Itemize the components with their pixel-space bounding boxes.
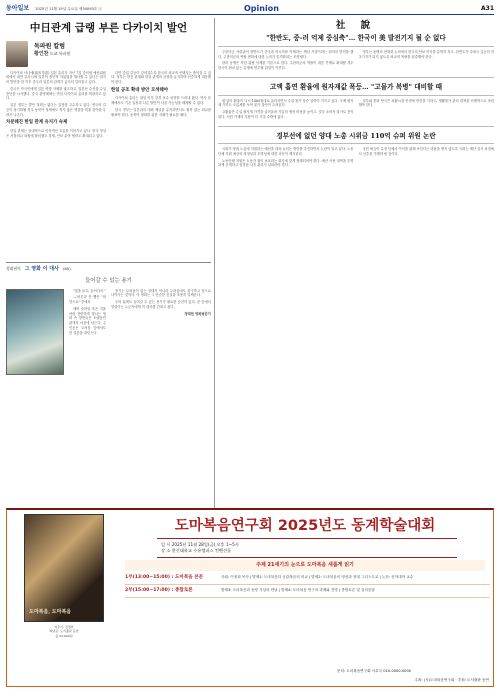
editorial-1	[218, 34, 494, 78]
editorial-paragraph: 정부는 동맹의 현대화 논의에서 한국의 안보 이익을 분명히 하고, 한반도가 강대국 갈등의 전초기지가 되지 않도록 외교적 역량을 집중해야 한다.	[358, 49, 494, 59]
editorial-title: 고액 흡연 환율에 원자재값 폭등… "고물가 복병" 대비할 때	[218, 83, 494, 96]
film-quote-source: —'버튼과 못 뽑은 "희망으로"'중에서	[69, 295, 106, 305]
reporter-photo	[6, 41, 28, 67]
column-paragraph: 한일 관계는 상대적으로 안정적인 흐름을 이어가고 있다. 양국 정상은 셔틀외교 복원에 합의했고 경제, 안보 분야 협력도 확대되고 있다.	[6, 128, 106, 138]
book-info: 지은이: 김정한 펴낸곳: 도서출판 동연 값 22,000원	[49, 625, 79, 638]
column-paragraph: 일본 정부는 발언 철회는 없다는 입장을 고수하고 있다. 양국의 갈등이 장기화될 경우 동북아 정세에도 적지 않은 영향을 미칠 것이란 우려가 나온다.	[6, 103, 106, 117]
column-paragraph: 한국 정부는 일본과의 대화 채널을 유지하면서도 원칙 있는 외교를 펼쳐야 한다. 동북아 평화를 위한 지혜가 필요한 때다.	[111, 107, 211, 117]
book-title: 도마복음, 도마복음	[29, 608, 72, 615]
column-subhead: 한일 공조 확대 방안 모색해야	[111, 87, 169, 93]
masthead	[6, 4, 494, 15]
film-poster-image	[6, 289, 64, 375]
editorial-3	[218, 132, 494, 175]
column-headline: 中日관계 급랭 부른 다카이치 발언	[29, 22, 188, 34]
editorial-paragraph: 국민 세금이 특정 단체의 이익을 위해 쓰인다는 비판을 받지 않도록 국회는 예산 심사 과정에서 신중을 기해야 할 것이다.	[358, 147, 494, 156]
session-time: 2부(15:00~17:00) : 종합토론	[125, 587, 193, 593]
ad-sponsor: 주최: (사)도마복음연구회 · 후원: 도서출판 동연	[414, 678, 489, 683]
session-time: 1부(13:00~15:00) : 도마복음 본문	[125, 575, 204, 580]
column-series: 독파원 칼럼	[34, 42, 66, 50]
film-number: (80)	[62, 266, 71, 271]
session-body: 사회: 이정희 목사 | 발제1: 도마복음과 공관복음의 비교 | 발제2: 도마복음의 영성과 현대 그리스도교 | 논찬: 신학대학 교수	[221, 575, 414, 579]
column-paragraph: 다만 중일 갈등이 깊어질수록 한국의 외교적 선택지는 좁아질 수 있다. 정부는 한중 관계와 한일 관계의 균형을 유지하며 신중하게 대응해야 한다.	[111, 70, 211, 85]
correspondent-column	[6, 18, 211, 140]
film-paragraph: 용기는 두려움이 없는 상태가 아니라 두려움에도 불구하고 앞으로 나아가는 것이다. 이 영화는 그 단순한 진실을 조용히 일깨운다.	[111, 288, 211, 298]
column-paragraph: 다카이치 사나에(高市早苗) 일본 총리가 지난 7일 중의원 예산위원회에서 대만 유사시에 일본이 집단적 자위권을 행사할 수 있다는 취지의 발언을 한 이후 중국과 일본의 관계가 급속히 얼어붙고 있다.	[6, 70, 106, 85]
film-quote: "열을 들고, 들어가서."	[73, 288, 106, 293]
film-byline: 정태현의	[6, 266, 21, 271]
ad-title: 도마복음연구회 2025년도 동계학술대회	[174, 518, 436, 534]
editorial-title: "한반도, 중-러 억제 중심축"… 한국이 美 발전기지 될 순 없다	[218, 34, 494, 47]
conference-advertisement	[6, 508, 494, 687]
editorial-paragraph: 국회가 양대 노총에 지원하는 예산을 대폭 늘리는 방안을 추진하면서 논란이 일고 있다. 노동단체 지원 예산의 적정성과 투명성에 대한 의문이 제기된다.	[218, 147, 354, 156]
film-subtitle: 들어갈 수 있는 용기	[85, 277, 132, 284]
editorial-paragraph: 원·달러 환율이 다시 1460원대로 올라서면서 수입 물가 상승 압력이 커지고 있다. 국제 원자재 가격도 오름세를 보여 물가 불안이 우려된다.	[218, 98, 354, 108]
page-number: A31	[481, 5, 494, 12]
editorial-paragraph: 한미 동맹은 북한 위협 억제를 기본으로 한다. 주한미군의 역할이 대중 견제로 확대될 경우 한국이 원치 않는 분쟁에 연루될 위험이 커진다.	[218, 61, 354, 71]
reporter-title: 도쿄 특파원	[49, 51, 71, 57]
column-paragraph: 중국은 자국민에게 일본 여행 자제를 권고하고, 일본산 수산물 수입 중단을 시사했다. 중국 관영매체는 연일 다카이치 총리를 비판하고 있다.	[6, 86, 106, 101]
editorial-paragraph: 노동단체 지원은 노동자 권익 보호라는 취지에 맞게 집행되어야 한다. 예산 사용 내역을 투명하게 공개하고 엄정한 사후 관리가 뒤따라야 한다.	[218, 158, 354, 168]
ad-theme: 주제 21세기의 눈으로 도마복음 새롭게 읽기	[125, 560, 485, 571]
editorials	[218, 18, 494, 179]
column-subhead: 차분해진 한일 관계 유지가 숙제	[6, 120, 68, 126]
section-title: Opinion	[244, 4, 279, 13]
ad-contact: 문의: 도마복음연구회 사무국 010-0000-0000	[337, 669, 412, 674]
editorial-paragraph: 주한미군 사령관이 한반도가 중국과 러시아를 억제하는 핵심 거점이라는 취지의 발언을 했다. 주한미군의 역할 변화에 대한 논의가 본격화되는 모양새다.	[218, 49, 354, 59]
film-title: 그 영화 이 대사	[24, 266, 59, 272]
editorial-title: 경부선에 없던 양대 노총 시위금 110억 슈퍼 위원 논란	[218, 132, 494, 145]
ad-date: 일 시 2025년 11월 28일(금) 오후 1~5시	[161, 542, 239, 547]
book-cover-image	[24, 514, 104, 622]
issue-date: 2025년 11월 19일 수요일 제34093호 ⓐ	[35, 6, 102, 11]
film-credit: 정태현 영화평론가	[184, 311, 211, 316]
film-paragraph: 에버 슬라임 혹은 겨울처럼 찬란하게 빛나는 영화 속 장면들은 오랫동안 관객의 마음에 남는다. 주인공은 두려움 앞에서도 한 걸음을 내딛는다.	[69, 306, 106, 335]
editorial-2	[218, 83, 494, 127]
ad-event-info	[157, 538, 457, 558]
reporter-name: 황인찬	[34, 51, 49, 58]
column-byline	[6, 41, 211, 67]
film-paragraph: 우리 삶에도 들어갈 수 있는 용기가 필요한 순간이 있다. 문 앞에서 망설이는 누군가에게 이 대사를 건네고 싶다.	[111, 300, 211, 309]
column-paragraph: 다카이치 총리는 취임 이후 강경 보수 성향을 드러내 왔다. 역사 문제에서도 기존 입장과 다른 발언이 나올 가능성을 배제할 수 없다.	[111, 96, 211, 106]
column-divider	[214, 18, 215, 578]
newspaper-logo: 동아일보	[6, 5, 30, 13]
editorial-paragraph: 정부와 통화 당국은 외환시장 안정에 만전을 기하고, 생활물가 관리 대책을 선제적으로 마련해야 한다.	[358, 98, 494, 108]
ad-sessions	[125, 572, 490, 598]
ad-session	[125, 585, 490, 598]
ad-session	[125, 572, 490, 585]
film-column	[6, 262, 211, 378]
ad-place: 장 소 한신대학교 수유캠퍼스 컨벤션홀	[161, 548, 232, 554]
session-body: 발제3: 도마복음과 동양 사상의 만남 | 발제4: 도마복음 연구의 과제와 전망 | 종합토론 및 질의응답	[221, 587, 375, 592]
editorial-label: 社 說	[335, 20, 377, 31]
editorial-paragraph: 고환율은 수입 원자재 가격을 끌어올려 기업의 생산 비용을 높이고, 결국 소비자 물가로 전이된다. 서민 가계의 부담이 더 커질 수밖에 없다.	[218, 110, 354, 119]
